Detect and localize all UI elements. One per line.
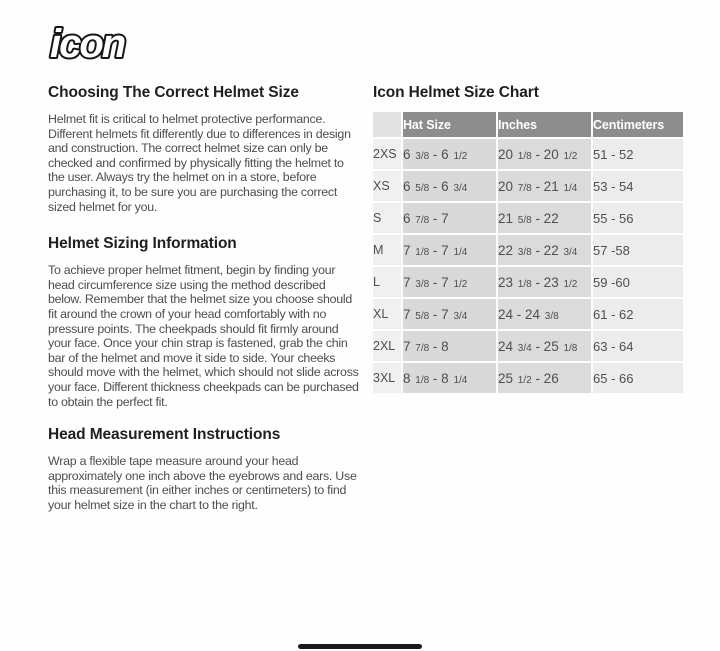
section-body-text: Helmet fit is critical to helmet protective performance. Different helmets fit differently due to differences in design and construction. The correct helmet size can only be checked and confirmed by physically fitting the helmet to the user. Always try the helmet on in a store, before purchasing it, to be sure you are purchasing the correct sized helmet for you. — [48, 112, 351, 214]
fraction-text: 1/2 — [563, 278, 578, 290]
section-body-text: To achieve proper helmet fitment, begin by finding your head circumference size using the method described below. Remember that the helmet size you choose should fit around the crown of your head comfortably with no pressure points. The cheekpads should fit firmly around your face. Once your chin strap is fastened, grab the chin bar of the helmet and move it side to side. Your cheeks should move with the helmet, which should not slide across your face. Different thickness cheekpads can be purchased to obtain the perfect fit. — [48, 263, 359, 409]
hat-size-cell: 8 1/8 - 8 1/4 — [402, 362, 497, 394]
fraction-text: 7/8 — [517, 182, 532, 194]
centimeters-cell: 65 - 66 — [592, 362, 684, 394]
size-label-cell: XL — [373, 298, 402, 330]
centimeters-cell: 59 -60 — [592, 266, 684, 298]
icon-logo-graphic — [44, 20, 204, 68]
section-choosing-size — [48, 84, 361, 214]
table-row — [373, 266, 684, 298]
inches-cell: 21 5/8 - 22 — [497, 202, 592, 234]
fraction-text: 5/8 — [415, 310, 430, 322]
header-centimeters: Centimeters — [592, 112, 684, 138]
inches-cell: 25 1/2 - 26 — [497, 362, 592, 394]
table-row — [373, 330, 684, 362]
hat-size-cell: 6 7/8 - 7 — [402, 202, 497, 234]
size-table-header — [373, 112, 684, 138]
centimeters-cell: 53 - 54 — [592, 170, 684, 202]
hat-size-cell: 6 3/8 - 6 1/2 — [402, 138, 497, 170]
size-label-cell: XS — [373, 170, 402, 202]
fraction-text: 3/8 — [415, 278, 430, 290]
fraction-text: 3/8 — [415, 150, 430, 162]
table-row — [373, 170, 684, 202]
section-heading: Choosing The Correct Helmet Size — [48, 84, 299, 101]
inches-cell: 20 7/8 - 21 1/4 — [497, 170, 592, 202]
table-row — [373, 298, 684, 330]
size-label-cell: M — [373, 234, 402, 266]
hat-size-cell: 7 5/8 - 7 3/4 — [402, 298, 497, 330]
home-indicator-bar — [298, 644, 422, 649]
section-body-text: Wrap a flexible tape measure around your head approximately one inch above the eyebrows and ears. Use this measurement (in either inches or centimeters) to find your helmet size in the chart to the right. — [48, 454, 357, 512]
fraction-text: 3/4 — [453, 310, 468, 322]
inches-cell: 24 3/4 - 25 1/8 — [497, 330, 592, 362]
fraction-text: 3/4 — [453, 182, 468, 194]
inches-cell: 20 1/8 - 20 1/2 — [497, 138, 592, 170]
fraction-text: 5/8 — [517, 214, 532, 226]
fraction-text: 1/8 — [415, 246, 430, 258]
size-table-body — [373, 138, 684, 394]
fraction-text: 1/8 — [563, 342, 578, 354]
fraction-text: 1/4 — [453, 374, 468, 386]
fraction-text: 1/8 — [517, 150, 532, 162]
fraction-text: 1/4 — [563, 182, 578, 194]
fraction-text: 1/2 — [517, 374, 532, 386]
centimeters-cell: 57 -58 — [592, 234, 684, 266]
section-heading: Head Measurement Instructions — [48, 426, 281, 444]
hat-size-cell: 7 3/8 - 7 1/2 — [402, 266, 497, 298]
section-sizing-information — [48, 235, 361, 409]
size-chart-column — [373, 84, 679, 395]
fraction-text: 7/8 — [415, 214, 430, 226]
fraction-text: 1/4 — [453, 246, 468, 258]
inches-cell: 22 3/8 - 22 3/4 — [497, 234, 592, 266]
section-measurement-instructions — [48, 426, 361, 512]
table-row — [373, 362, 684, 394]
size-label-cell: S — [373, 202, 402, 234]
fraction-text: 1/2 — [453, 278, 468, 290]
table-row — [373, 138, 684, 170]
fraction-text: 7/8 — [415, 342, 430, 354]
fraction-text: 1/8 — [517, 278, 532, 290]
size-label-cell: 3XL — [373, 362, 402, 394]
instructions-column — [48, 84, 361, 512]
centimeters-cell: 63 - 64 — [592, 330, 684, 362]
size-label-cell: 2XL — [373, 330, 402, 362]
centimeters-cell: 61 - 62 — [592, 298, 684, 330]
fraction-text: 3/4 — [517, 342, 532, 354]
size-label-cell: 2XS — [373, 138, 402, 170]
table-row — [373, 234, 684, 266]
fraction-text: 5/8 — [415, 182, 430, 194]
hat-size-cell: 7 7/8 - 8 — [402, 330, 497, 362]
fraction-text: 1/2 — [453, 150, 468, 162]
table-row — [373, 202, 684, 234]
fraction-text: 3/8 — [517, 246, 532, 258]
icon-logo-text: icon — [50, 22, 125, 66]
centimeters-cell: 55 - 56 — [592, 202, 684, 234]
helmet-size-table — [373, 112, 685, 395]
header-corner-cell — [373, 112, 402, 138]
hat-size-cell: 6 5/8 - 6 3/4 — [402, 170, 497, 202]
size-label-cell: L — [373, 266, 402, 298]
fraction-text: 1/2 — [563, 150, 578, 162]
section-heading: Helmet Sizing Information — [48, 235, 237, 253]
header-inches: Inches — [497, 112, 592, 138]
hat-size-cell: 7 1/8 - 7 1/4 — [402, 234, 497, 266]
fraction-text: 1/8 — [415, 374, 430, 386]
inches-cell: 23 1/8 - 23 1/2 — [497, 266, 592, 298]
fraction-text: 3/8 — [544, 310, 559, 322]
inches-cell: 24 - 24 3/8 — [497, 298, 592, 330]
header-hat-size: Hat Size — [402, 112, 497, 138]
header-row — [373, 112, 684, 138]
fraction-text: 3/4 — [563, 246, 578, 258]
size-chart-title: Icon Helmet Size Chart — [373, 84, 539, 101]
icon-brand-logo — [44, 20, 204, 68]
centimeters-cell: 51 - 52 — [592, 138, 684, 170]
